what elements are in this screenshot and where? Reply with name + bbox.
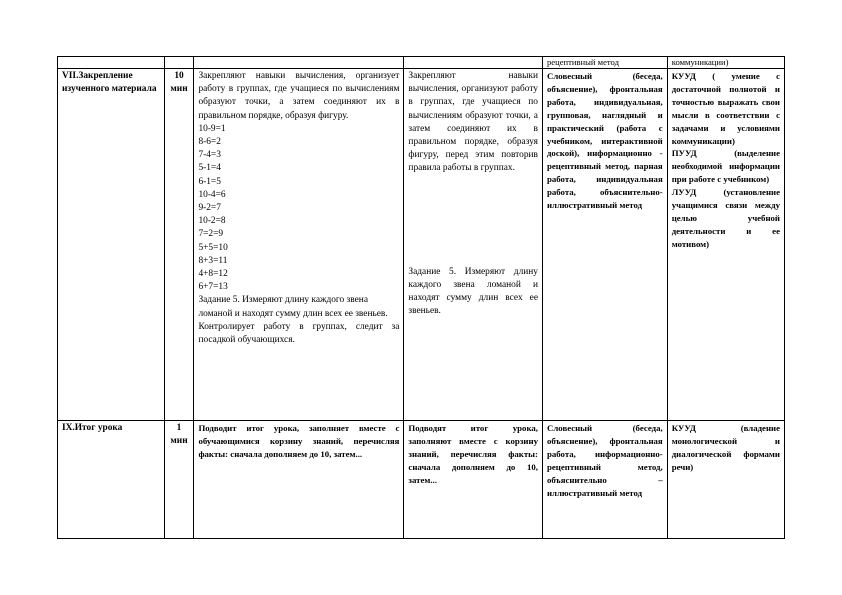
teacher-intro: Закрепляют навыки вычисления, организует работу в группах, где учащиеся по вычислениям образуют точки, а затем соединяют их в правильном порядке, образуя фигуру. xyxy=(198,71,400,121)
cell-methods-cont: рецептивный метод xyxy=(542,57,667,69)
time-unit: мин xyxy=(170,84,188,95)
example-12: 4+8=12 xyxy=(198,269,228,280)
teacher-task5: Задание 5. Измеряют длину каждого звена ломаной и находят сумму длин всех ее звеньев. xyxy=(198,295,388,319)
cell-empty xyxy=(194,57,404,69)
example-4: 5-1=4 xyxy=(198,163,221,174)
lesson-plan-table xyxy=(57,56,785,539)
example-13: 6+7=13 xyxy=(198,282,228,293)
student-activity-ix: Подводят итог урока, заполняют вместе с корзину знаний, перечисляя факты: сначала дополняем до 10, затем... xyxy=(404,421,543,539)
time-value: 10 xyxy=(174,71,184,81)
time-unit: мин xyxy=(170,436,188,447)
uud-l: ЛУУД (установление учащимися связи между целью учебной деятельности и ее мотивом) xyxy=(671,187,780,249)
student-part1: Закрепляют навыки вычисления, организуют работу в группах, где учащиеся по вычислениям образуют точки, а затем соединяют их в правильном порядке, образуя фигуру, перед этим повторив правила работы в группах. xyxy=(408,71,538,174)
uud-ix: КУУД (владение монологической и диалогической формами речи) xyxy=(667,421,784,539)
uud-k: КУУД ( умение с достаточной полнотой и точностью выражать свои мысли в соответствии с задачами и условиями коммуникации) xyxy=(671,71,780,146)
teacher-activity-ix: Подводит итог урока, заполняет вместе с обучающимися корзину знаний, перечисляя факты: сначала дополняем до 10, затем... xyxy=(194,421,404,539)
stage-vii: VII.Закрепление изученного материала xyxy=(58,69,165,421)
example-1: 10-9=1 xyxy=(198,123,226,134)
uud-p: ПУУД (выделение необходимой информации при работе с учебником) xyxy=(671,148,780,185)
student-activity-vii xyxy=(404,69,543,421)
example-9: 7=2=9 xyxy=(198,229,224,240)
student-part2: Задание 5. Измеряют длину каждого звена ломаной и находят сумму длин всех ее звеньев. xyxy=(408,266,538,317)
example-3: 7-4=3 xyxy=(198,150,221,161)
cell-empty xyxy=(404,57,543,69)
cell-uud-cont: коммуникации) xyxy=(667,57,784,69)
example-8: 10-2=8 xyxy=(198,216,226,227)
cell-empty xyxy=(164,57,194,69)
teacher-control: Контролирует работу в группах, следит за посадкой обучающихся. xyxy=(198,321,400,346)
spacer xyxy=(408,176,538,266)
example-2: 8-6=2 xyxy=(198,137,221,148)
methods-vii: Словесный (беседа, объяснение), фронтальная работа, индивидуальная, групповая, наглядный и практический (работа с учебником, интерактивной доской), информационно - рецептивный метод, парная работа, индивидуальная работа, объяснительно- иллюстративный метод xyxy=(542,69,667,421)
time-ix xyxy=(164,421,194,539)
teacher-activity-vii xyxy=(194,69,404,421)
uud-vii xyxy=(667,69,784,421)
cell-empty xyxy=(58,57,165,69)
stage-ix: IX.Итог урока xyxy=(58,421,165,539)
example-7: 9-2=7 xyxy=(198,203,221,214)
time-vii xyxy=(164,69,194,421)
example-10: 5+5=10 xyxy=(198,242,228,253)
example-11: 8+3=11 xyxy=(198,255,228,266)
table-row-ix xyxy=(58,421,785,539)
table-row-vii xyxy=(58,69,785,421)
example-6: 10-4=6 xyxy=(198,189,226,200)
table-row-continuation xyxy=(58,57,785,69)
time-value: 1 xyxy=(176,423,182,433)
methods-ix: Словесный (беседа, объяснение), фронтальная работа, информационно-рецептивный метод, объяснительно – иллюстративный метод xyxy=(542,421,667,539)
example-5: 6-1=5 xyxy=(198,176,221,187)
